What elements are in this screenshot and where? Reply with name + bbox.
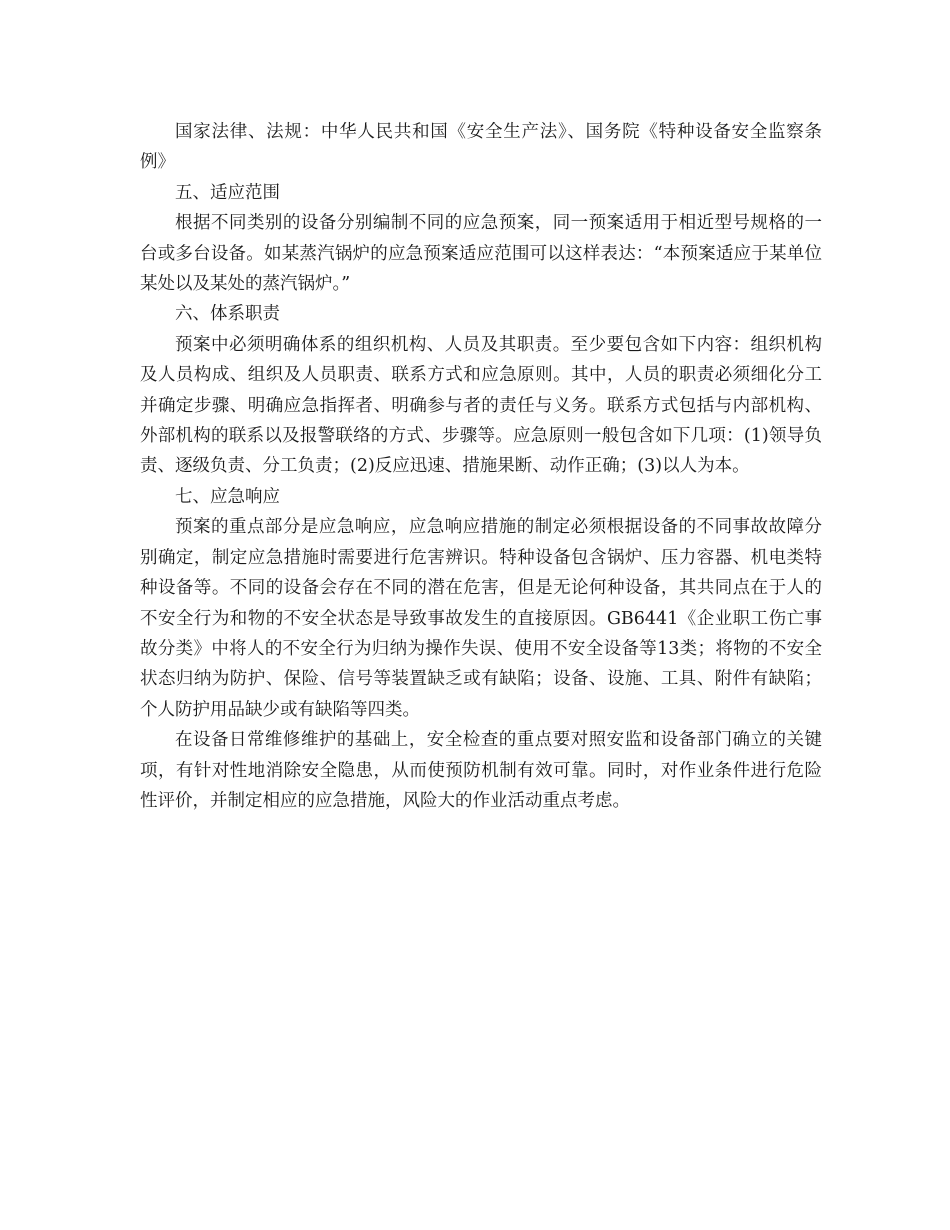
responsibilities-paragraph: 预案中必须明确体系的组织机构、人员及其职责。至少要包含如下内容：组织机构及人员构成、组织及人员职责、联系方式和应急原则。其中，人员的职责必须细化分工并确定步骤、明确应急指挥者、明确参与者的责任与义务。联系方式包括与内部机构、外部机构的联系以及报警联络的方式、步骤等。应急原则一般包含如下几项：(1)领导负责、逐级负责、分工负责；(2)反应迅速、措施果断、动作正确；(3)以人为本。 <box>140 334 822 477</box>
inspection-paragraph: 在设备日常维修维护的基础上，安全检查的重点要对照安监和设备部门确立的关键项，有针对性地消除安全隐患，从而使预防机制有效可靠。同时，对作业条件进行危险性评价，并制定相应的应急措施，风险大的作业活动重点考虑。 <box>140 730 822 811</box>
scope-paragraph: 根据不同类别的设备分别编制不同的应急预案，同一预案适用于相近型号规格的一台或多台设备。如某蒸汽锅炉的应急预案适应范围可以这样表达：“本预案适应于某单位某处以及某处的蒸汽锅炉。” <box>140 213 822 295</box>
document-body <box>140 117 822 816</box>
section-heading-responsibilities: 六、体系职责 <box>175 304 280 325</box>
emergency-response-paragraph: 预案的重点部分是应急响应，应急响应措施的制定必须根据设备的不同事故故障分别确定，制定应急措施时需要进行危害辨识。特种设备包含锅炉、压力容器、机电类特种设备等。不同的设备会存在不同的潜在危害，但是无论何种设备，其共同点在于人的不安全行为和物的不安全状态是导致事故发生的直接原因。GB6441《企业职工伤亡事故分类》中将人的不安全行为归纳为操作失误、使用不安全设备等13类；将物的不安全状态归纳为防护、保险、信号等装置缺乏或有缺陷；设备、设施、工具、附件有缺陷；个人防护用品缺少或有缺陷等四类。 <box>140 517 822 720</box>
legal-basis-paragraph: 国家法律、法规：中华人民共和国《安全生产法》、国务院《特种设备安全监察条例》 <box>140 122 822 173</box>
section-heading-emergency-response: 七、应急响应 <box>175 486 280 507</box>
section-heading-scope: 五、适应范围 <box>175 182 280 203</box>
